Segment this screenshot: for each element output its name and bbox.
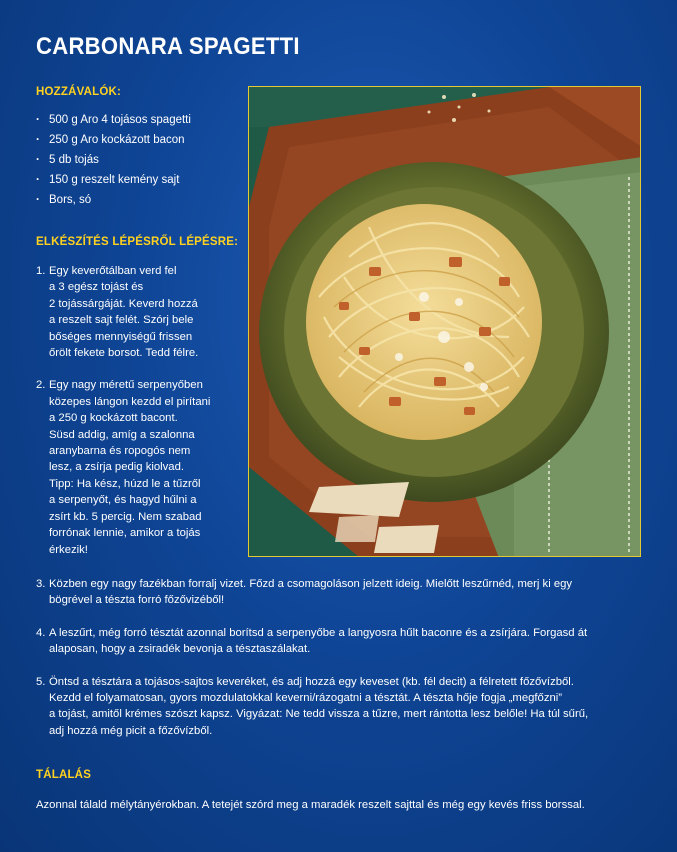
step-line: lesz, a zsírja pedig kiolvad. <box>49 461 185 474</box>
step-number: 2. <box>36 379 46 392</box>
ingredient-item: · 500 g Aro 4 tojásos spagetti <box>36 110 191 130</box>
method-step-4 <box>36 625 646 658</box>
step-line: közepes lángon kezdd el pirítani <box>49 395 211 408</box>
step-line: bőséges mennyiségű frissen <box>49 330 193 343</box>
step-line: bögrével a tészta forró főzővizéből! <box>49 594 225 607</box>
step-number: 1. <box>36 265 46 277</box>
step-line: alaposan, hogy a zsiradék bevonja a tésztaszálakat. <box>49 643 311 656</box>
step-line: Kezdd el folyamatosan, gyors mozdulatokkal keverni/rázogatni a tésztát. A tészta hője fogja „megfőzni” <box>49 692 563 705</box>
ingredient-item: · 250 g Aro kockázott bacon <box>36 130 191 150</box>
ingredients-list <box>36 110 191 210</box>
step-number: 4. <box>36 626 46 639</box>
ingredients-heading: HOZZÁVALÓK: <box>36 86 122 98</box>
step-line: a reszelt sajt felét. Szórj bele <box>49 314 194 327</box>
method-step-3 <box>36 576 646 609</box>
step-line: A leszűrt, még forró tésztát azonnal borítsd a serpenyőbe a langyosra hűlt baconre és a zsírjára. Forgasd át <box>49 626 588 639</box>
step-line: Tipp: Ha kész, húzd le a tűzről <box>49 477 201 490</box>
ingredient-item: · 5 db tojás <box>36 150 191 170</box>
serving-heading: TÁLALÁS <box>36 769 92 781</box>
ingredient-item: · Bors, só <box>36 190 191 210</box>
method-step-2 <box>36 377 241 557</box>
recipe-title: CARBONARA SPAGETTI <box>36 33 300 60</box>
step-number: 3. <box>36 578 46 590</box>
method-heading: ELKÉSZÍTÉS LÉPÉSRŐL LÉPÉSRE: <box>36 236 239 248</box>
step-line: zsírt kb. 5 percig. Nem szabad <box>49 510 202 523</box>
step-number: 5. <box>36 675 46 688</box>
step-line: őrölt fekete borsot. Tedd félre. <box>49 347 199 360</box>
step-line: a 250 g kockázott bacont. <box>49 412 178 425</box>
step-line: a tojást, amitől krémes szószt kapsz. Vigyázat: Ne tedd vissza a tűzre, mert rántotta lesz belőle! Ha túl sűrű, <box>49 708 589 721</box>
step-line: adj hozzá még picit a főzővízből. <box>49 724 213 737</box>
step-line: forrónak lennie, amikor a tojás <box>49 527 201 540</box>
step-line: érkezik! <box>49 543 88 556</box>
step-line: Egy nagy méretű serpenyőben <box>49 379 203 392</box>
step-line: a 3 egész tojást és <box>49 281 144 294</box>
step-line: aranybarna és ropogós nem <box>49 445 191 458</box>
method-step-1 <box>36 263 241 361</box>
ingredient-item: · 150 g reszelt kemény sajt <box>36 170 191 190</box>
method-steps-column <box>36 263 241 574</box>
step-line: 2 tojássárgáját. Keverd hozzá <box>49 297 198 310</box>
step-line: Öntsd a tésztára a tojásos-sajtos keveréket, és adj hozzá egy keveset (kb. fél decit) a félretett főzővízből. <box>49 675 574 688</box>
method-steps-full-width <box>36 576 646 755</box>
step-line: a serpenyőt, és hagyd hűlni a <box>49 494 197 507</box>
step-line: Közben egy nagy fazékban forralj vizet. Főzd a csomagoláson jelzett ideig. Mielőtt leszűrnéd, merj ki egy <box>49 578 573 590</box>
serving-text: Azonnal tálald mélytányérokban. A tetejét szórd meg a maradék reszelt sajttal és még egy kevés friss borssal. <box>36 799 585 811</box>
carbonara-photo <box>248 86 641 557</box>
step-line: Egy keverőtálban verd fel <box>49 265 177 277</box>
step-line: Süsd addig, amíg a szalonna <box>49 428 195 441</box>
method-step-5 <box>36 674 646 740</box>
